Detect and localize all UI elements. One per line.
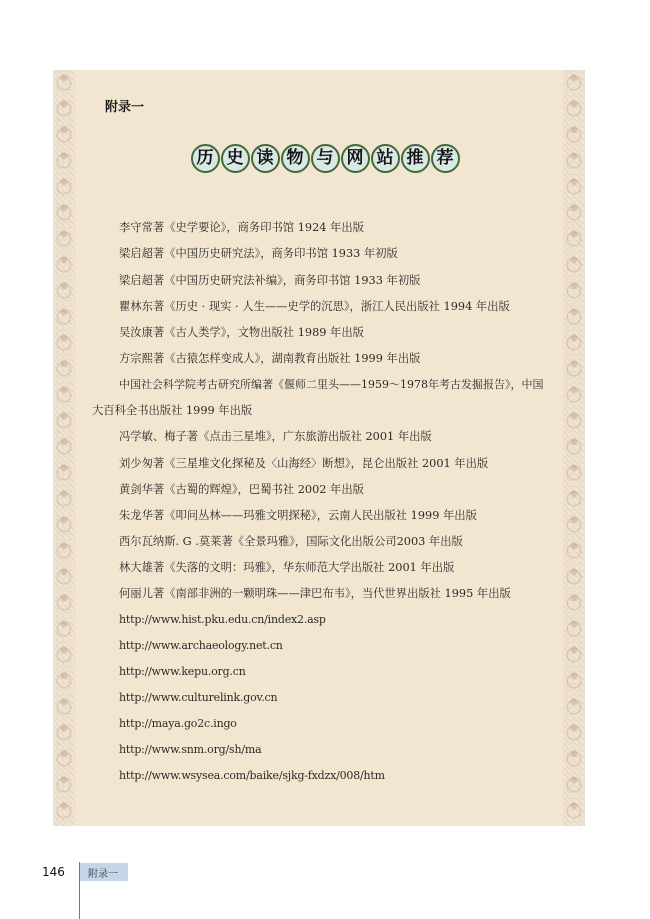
website-link[interactable]: http://www.archaeology.net.cn [119,639,283,652]
title-char: 读 [251,144,280,173]
title-char: 推 [401,144,430,173]
title-char: 站 [371,144,400,173]
decorative-border-left [53,70,75,826]
page-number: 146 [42,865,65,879]
website-link[interactable]: http://www.kepu.org.cn [119,665,246,678]
book-entry: 刘少匆著《三星堆文化探秘及〈山海经〉断想》，昆仑出版社 2001 年出版 [119,457,489,470]
title-char: 荐 [431,144,460,173]
book-entry: 梁启超著《中国历史研究法》，商务印书馆 1933 年初版 [119,247,398,260]
book-entry: 中国社会科学院考古研究所编著《偃师二里头——1959～1978年考古发掘报告》，中国 [119,378,544,391]
website-link[interactable]: http://maya.go2c.ingo [119,717,237,730]
title-char: 与 [311,144,340,173]
section-label: 附录一 [105,100,145,115]
decorative-border-right [563,70,585,826]
book-entry: 吴汝康著《古人类学》，文物出版社 1989 年出版 [119,326,364,339]
website-link[interactable]: http://www.wsysea.com/baike/sjkg-fxdzx/008/htm [119,769,385,782]
book-entry: 何丽儿著《南部非洲的一颗明珠——津巴布韦》，当代世界出版社 1995 年出版 [119,587,511,600]
book-entry: 瞿林东著《历史 · 现实 · 人生——史学的沉思》，浙江人民出版社 1994 年出版 [119,300,510,313]
book-entry: 梁启超著《中国历史研究法补编》，商务印书馆 1933 年初版 [119,274,421,287]
footer-section-tab: 附录一 [80,863,128,881]
book-entry: 朱龙华著《叩问丛林——玛雅文明探秘》，云南人民出版社 1999 年出版 [119,509,477,522]
book-entry: 西尔瓦纳斯. G .莫莱著《全景玛雅》，国际文化出版公司2003 年出版 [119,535,463,548]
book-entry: 李守常著《史学要论》，商务印书馆 1924 年出版 [119,221,364,234]
title-char: 史 [221,144,250,173]
page-panel [53,70,585,826]
book-entry: 冯学敏、梅子著《点击三星堆》，广东旅游出版社 2001 年出版 [119,430,432,443]
website-link[interactable]: http://www.hist.pku.edu.cn/index2.asp [119,613,326,626]
book-entry: 黄剑华著《古蜀的辉煌》，巴蜀书社 2002 年出版 [119,483,364,496]
title-char: 历 [191,144,220,173]
website-link[interactable]: http://www.culturelink.gov.cn [119,691,278,704]
title-char: 物 [281,144,310,173]
book-entry: 林大雄著《失落的文明：玛雅》，华东师范大学出版社 2001 年出版 [119,561,455,574]
book-entry: 方宗熙著《古猿怎样变成人》，湖南教育出版社 1999 年出版 [119,352,421,365]
page-title [0,144,650,173]
website-link[interactable]: http://www.snm.org/sh/ma [119,743,262,756]
book-entry-continuation: 大百科全书出版社 1999 年出版 [92,404,253,417]
title-char: 网 [341,144,370,173]
